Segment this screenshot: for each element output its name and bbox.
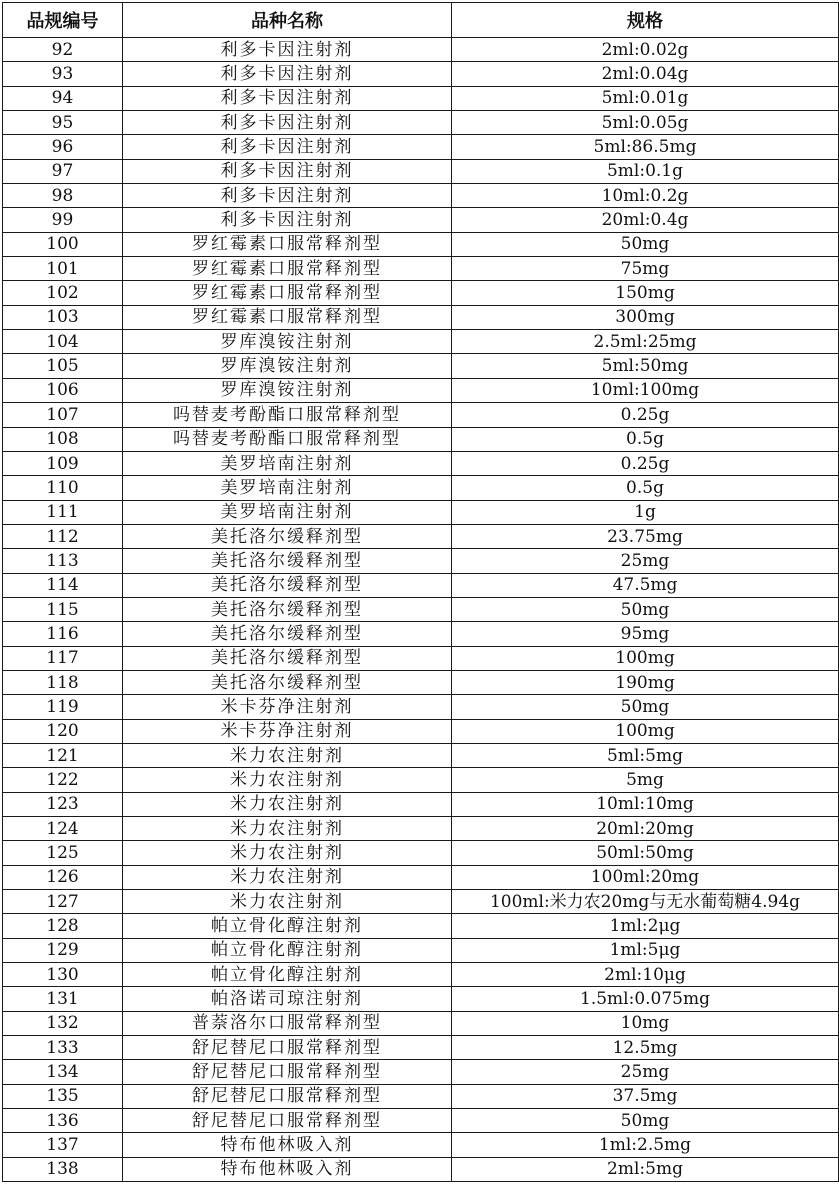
- code-cell: 107: [3, 403, 123, 427]
- code-cell: 97: [3, 159, 123, 183]
- spec-cell: 5ml:50mg: [452, 354, 839, 378]
- name-cell: 舒尼替尼口服常释剂型: [123, 1109, 452, 1133]
- spec-cell: 2ml:10μg: [452, 963, 839, 987]
- spec-cell: 5ml:86.5mg: [452, 135, 839, 159]
- name-cell: 罗红霉素口服常释剂型: [123, 257, 452, 281]
- spec-cell: 2ml:0.04g: [452, 62, 839, 86]
- name-cell: 米力农注射剂: [123, 865, 452, 889]
- table-row: [3, 963, 839, 987]
- name-cell: 利多卡因注射剂: [123, 159, 452, 183]
- table-row: [3, 743, 839, 767]
- spec-cell: 10ml:100mg: [452, 378, 839, 402]
- table-row: [3, 86, 839, 110]
- code-cell: 113: [3, 549, 123, 573]
- code-cell: 126: [3, 865, 123, 889]
- name-cell: 米力农注射剂: [123, 817, 452, 841]
- table-row: [3, 135, 839, 159]
- spec-cell: 100mg: [452, 646, 839, 670]
- spec-cell: 10ml:0.2g: [452, 184, 839, 208]
- name-cell: 帕立骨化醇注射剂: [123, 938, 452, 962]
- code-cell: 93: [3, 62, 123, 86]
- name-cell: 帕立骨化醇注射剂: [123, 963, 452, 987]
- table-row: [3, 670, 839, 694]
- code-cell: 111: [3, 500, 123, 524]
- code-cell: 104: [3, 330, 123, 354]
- spec-cell: 0.5g: [452, 427, 839, 451]
- table-row: [3, 330, 839, 354]
- name-cell: 美托洛尔缓释剂型: [123, 573, 452, 597]
- table-row: [3, 622, 839, 646]
- code-cell: 100: [3, 232, 123, 256]
- name-cell: 舒尼替尼口服常释剂型: [123, 1060, 452, 1084]
- table-row: [3, 1084, 839, 1108]
- name-cell: 吗替麦考酚酯口服常释剂型: [123, 427, 452, 451]
- table-row: [3, 841, 839, 865]
- name-cell: 美托洛尔缓释剂型: [123, 549, 452, 573]
- spec-cell: 25mg: [452, 549, 839, 573]
- table-row: [3, 403, 839, 427]
- code-cell: 106: [3, 378, 123, 402]
- code-cell: 138: [3, 1157, 123, 1181]
- code-cell: 124: [3, 817, 123, 841]
- spec-cell: 2.5ml:25mg: [452, 330, 839, 354]
- spec-cell: 50mg: [452, 695, 839, 719]
- spec-cell: 0.25g: [452, 451, 839, 475]
- header-name: 品种名称: [123, 3, 452, 38]
- table-row: [3, 817, 839, 841]
- name-cell: 利多卡因注射剂: [123, 38, 452, 62]
- code-cell: 123: [3, 792, 123, 816]
- name-cell: 美托洛尔缓释剂型: [123, 622, 452, 646]
- spec-cell: 10ml:10mg: [452, 792, 839, 816]
- table-row: [3, 695, 839, 719]
- code-cell: 105: [3, 354, 123, 378]
- table-row: [3, 378, 839, 402]
- spec-cell: 25mg: [452, 1060, 839, 1084]
- table-row: [3, 500, 839, 524]
- spec-cell: 47.5mg: [452, 573, 839, 597]
- table-row: [3, 208, 839, 232]
- spec-cell: 1.5ml:0.075mg: [452, 987, 839, 1011]
- table-row: [3, 524, 839, 548]
- code-cell: 115: [3, 597, 123, 621]
- name-cell: 帕立骨化醇注射剂: [123, 914, 452, 938]
- spec-cell: 50mg: [452, 1109, 839, 1133]
- code-cell: 132: [3, 1011, 123, 1035]
- table-row: [3, 1011, 839, 1035]
- spec-cell: 100ml:米力农20mg与无水葡萄糖4.94g: [452, 890, 839, 914]
- name-cell: 普萘洛尔口服常释剂型: [123, 1011, 452, 1035]
- table-row: [3, 159, 839, 183]
- code-cell: 99: [3, 208, 123, 232]
- code-cell: 137: [3, 1133, 123, 1157]
- code-cell: 92: [3, 38, 123, 62]
- spec-cell: 190mg: [452, 670, 839, 694]
- spec-cell: 95mg: [452, 622, 839, 646]
- table-row: [3, 62, 839, 86]
- table-row: [3, 476, 839, 500]
- table-row: [3, 987, 839, 1011]
- name-cell: 罗库溴铵注射剂: [123, 330, 452, 354]
- table-row: [3, 305, 839, 329]
- name-cell: 美托洛尔缓释剂型: [123, 524, 452, 548]
- spec-cell: 2ml:0.02g: [452, 38, 839, 62]
- table-row: [3, 232, 839, 256]
- table-row: [3, 792, 839, 816]
- spec-cell: 50ml:50mg: [452, 841, 839, 865]
- name-cell: 罗库溴铵注射剂: [123, 378, 452, 402]
- name-cell: 米力农注射剂: [123, 841, 452, 865]
- code-cell: 127: [3, 890, 123, 914]
- table-row: [3, 111, 839, 135]
- table-row: [3, 597, 839, 621]
- code-cell: 98: [3, 184, 123, 208]
- name-cell: 美托洛尔缓释剂型: [123, 597, 452, 621]
- name-cell: 米卡芬净注射剂: [123, 695, 452, 719]
- spec-cell: 1ml:2μg: [452, 914, 839, 938]
- code-cell: 131: [3, 987, 123, 1011]
- code-cell: 129: [3, 938, 123, 962]
- spec-cell: 75mg: [452, 257, 839, 281]
- table-row: [3, 1060, 839, 1084]
- spec-cell: 5ml:0.1g: [452, 159, 839, 183]
- table-row: [3, 354, 839, 378]
- code-cell: 96: [3, 135, 123, 159]
- name-cell: 帕洛诺司琼注射剂: [123, 987, 452, 1011]
- name-cell: 舒尼替尼口服常释剂型: [123, 1036, 452, 1060]
- spec-cell: 100ml:20mg: [452, 865, 839, 889]
- drug-spec-table: [2, 2, 839, 1182]
- spec-cell: 5ml:0.05g: [452, 111, 839, 135]
- spec-cell: 1ml:5μg: [452, 938, 839, 962]
- table-row: [3, 914, 839, 938]
- code-cell: 110: [3, 476, 123, 500]
- code-cell: 121: [3, 743, 123, 767]
- code-cell: 117: [3, 646, 123, 670]
- code-cell: 120: [3, 719, 123, 743]
- table-row: [3, 1036, 839, 1060]
- name-cell: 特布他林吸入剂: [123, 1157, 452, 1181]
- code-cell: 135: [3, 1084, 123, 1108]
- name-cell: 特布他林吸入剂: [123, 1133, 452, 1157]
- code-cell: 130: [3, 963, 123, 987]
- code-cell: 136: [3, 1109, 123, 1133]
- table-row: [3, 427, 839, 451]
- name-cell: 米力农注射剂: [123, 743, 452, 767]
- code-cell: 122: [3, 768, 123, 792]
- code-cell: 125: [3, 841, 123, 865]
- spec-cell: 20ml:20mg: [452, 817, 839, 841]
- spec-cell: 5ml:5mg: [452, 743, 839, 767]
- code-cell: 128: [3, 914, 123, 938]
- name-cell: 美托洛尔缓释剂型: [123, 670, 452, 694]
- spec-cell: 5mg: [452, 768, 839, 792]
- spec-cell: 0.5g: [452, 476, 839, 500]
- name-cell: 美托洛尔缓释剂型: [123, 646, 452, 670]
- spec-cell: 1ml:2.5mg: [452, 1133, 839, 1157]
- header-spec: 规格: [452, 3, 839, 38]
- code-cell: 109: [3, 451, 123, 475]
- spec-cell: 300mg: [452, 305, 839, 329]
- table-row: [3, 1157, 839, 1181]
- name-cell: 罗红霉素口服常释剂型: [123, 281, 452, 305]
- name-cell: 利多卡因注射剂: [123, 62, 452, 86]
- name-cell: 米力农注射剂: [123, 768, 452, 792]
- table-row: [3, 573, 839, 597]
- spec-cell: 150mg: [452, 281, 839, 305]
- name-cell: 吗替麦考酚酯口服常释剂型: [123, 403, 452, 427]
- table-row: [3, 38, 839, 62]
- code-cell: 101: [3, 257, 123, 281]
- table-row: [3, 1133, 839, 1157]
- header-row: [3, 3, 839, 38]
- spec-cell: 1g: [452, 500, 839, 524]
- table-row: [3, 451, 839, 475]
- name-cell: 利多卡因注射剂: [123, 86, 452, 110]
- spec-cell: 10mg: [452, 1011, 839, 1035]
- spec-cell: 20ml:0.4g: [452, 208, 839, 232]
- name-cell: 罗红霉素口服常释剂型: [123, 232, 452, 256]
- code-cell: 95: [3, 111, 123, 135]
- name-cell: 米卡芬净注射剂: [123, 719, 452, 743]
- code-cell: 94: [3, 86, 123, 110]
- table-row: [3, 865, 839, 889]
- spec-cell: 37.5mg: [452, 1084, 839, 1108]
- spec-cell: 50mg: [452, 597, 839, 621]
- table-row: [3, 938, 839, 962]
- table-row: [3, 646, 839, 670]
- spec-cell: 2ml:5mg: [452, 1157, 839, 1181]
- spec-cell: 5ml:0.01g: [452, 86, 839, 110]
- header-code: 品规编号: [3, 3, 123, 38]
- code-cell: 103: [3, 305, 123, 329]
- table-row: [3, 890, 839, 914]
- name-cell: 罗库溴铵注射剂: [123, 354, 452, 378]
- name-cell: 美罗培南注射剂: [123, 500, 452, 524]
- code-cell: 133: [3, 1036, 123, 1060]
- code-cell: 116: [3, 622, 123, 646]
- table-row: [3, 184, 839, 208]
- code-cell: 108: [3, 427, 123, 451]
- name-cell: 罗红霉素口服常释剂型: [123, 305, 452, 329]
- code-cell: 134: [3, 1060, 123, 1084]
- code-cell: 112: [3, 524, 123, 548]
- name-cell: 利多卡因注射剂: [123, 111, 452, 135]
- name-cell: 米力农注射剂: [123, 792, 452, 816]
- spec-cell: 0.25g: [452, 403, 839, 427]
- table-row: [3, 1109, 839, 1133]
- spec-cell: 23.75mg: [452, 524, 839, 548]
- name-cell: 舒尼替尼口服常释剂型: [123, 1084, 452, 1108]
- name-cell: 利多卡因注射剂: [123, 184, 452, 208]
- name-cell: 美罗培南注射剂: [123, 476, 452, 500]
- spec-cell: 50mg: [452, 232, 839, 256]
- table-row: [3, 257, 839, 281]
- table-row: [3, 549, 839, 573]
- table-row: [3, 719, 839, 743]
- table-body: [3, 38, 839, 1182]
- name-cell: 利多卡因注射剂: [123, 135, 452, 159]
- name-cell: 利多卡因注射剂: [123, 208, 452, 232]
- code-cell: 114: [3, 573, 123, 597]
- code-cell: 102: [3, 281, 123, 305]
- spec-cell: 100mg: [452, 719, 839, 743]
- code-cell: 118: [3, 670, 123, 694]
- code-cell: 119: [3, 695, 123, 719]
- table-row: [3, 281, 839, 305]
- table-row: [3, 768, 839, 792]
- name-cell: 美罗培南注射剂: [123, 451, 452, 475]
- name-cell: 米力农注射剂: [123, 890, 452, 914]
- spec-cell: 12.5mg: [452, 1036, 839, 1060]
